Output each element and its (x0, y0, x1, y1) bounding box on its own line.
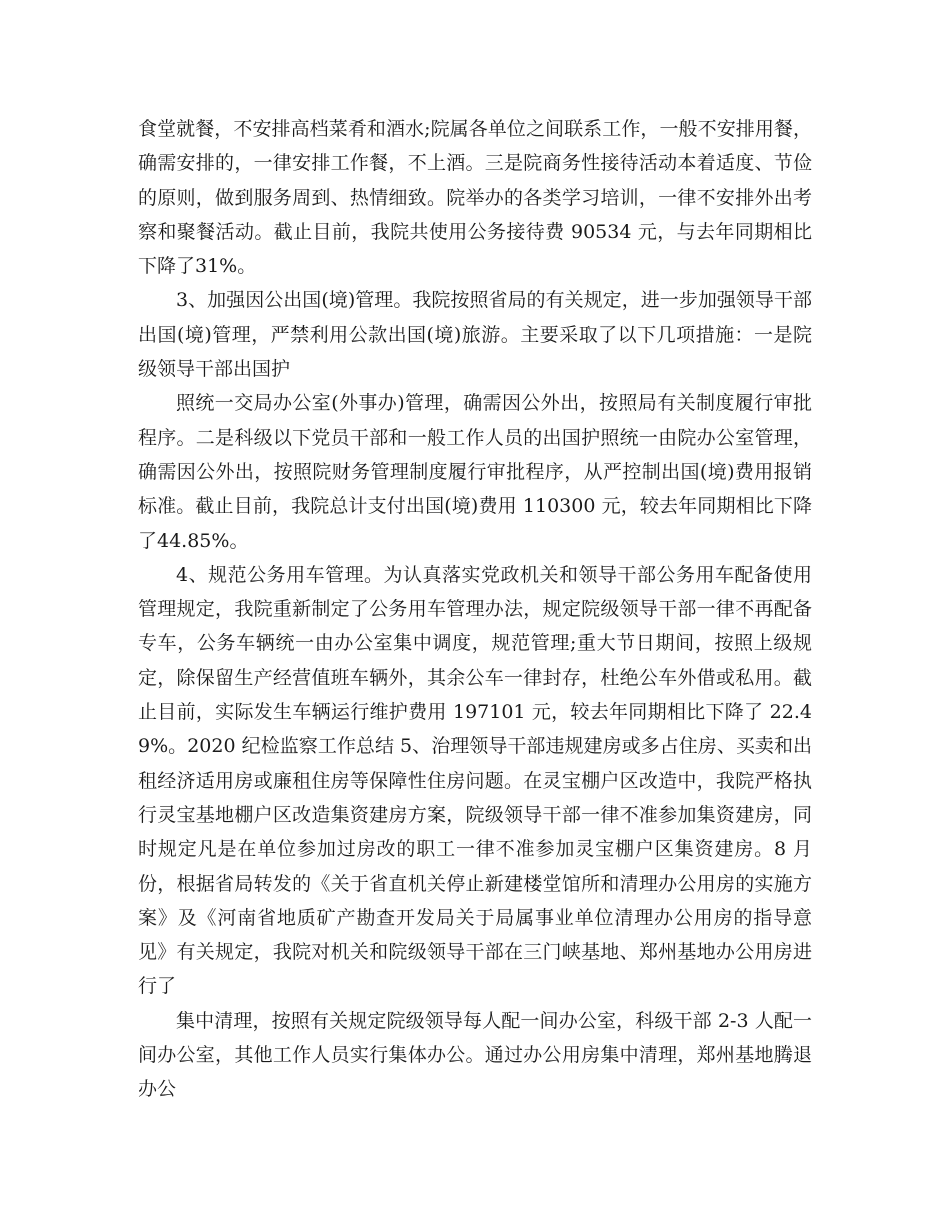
paragraph-reception-expenses: 食堂就餐，不安排高档菜肴和酒水;院属各单位之间联系工作，一般不安排用餐，确需安排的，一律安排工作餐，不上酒。三是院商务性接待活动本着适度、节俭的原则，做到服务周到、热情细致。院举办的各类学习培训，一律不安排外出考察和聚餐活动。截止目前，我院共使用公务接待费 90534 元，与去年同期相比下降了31%。 (138, 118, 812, 278)
paragraph-office-cleanup: 集中清理，按照有关规定院级领导每人配一间办公室，科级干部 2-3 人配一间办公室，其他工作人员实行集体办公。通过办公用房集中清理，郑州基地腾退办公 (138, 1009, 812, 1101)
paragraph-passport-management: 照统一交局办公室(外事办)管理，确需因公外出，按照局有关制度履行审批程序。二是科级以下党员干部和一般工作人员的出国护照统一由院办公室管理，确需因公外出，按照院财务管理制度履行审批程序，从严控制出国(境)费用报销标准。截止目前，我院总计支付出国(境)费用 110300 元，较去年同期相比下降了44.85%。 (138, 392, 812, 552)
paragraph-overseas-travel-intro: 3、加强因公出国(境)管理。我院按照省局的有关规定，进一步加强领导干部出国(境)管理，严禁利用公款出国(境)旅游。主要采取了以下几项措施：一是院级领导干部出国护 (138, 289, 812, 381)
paragraph-official-vehicles: 4、规范公务用车管理。为认真落实党政机关和领导干部公务用车配备使用管理规定，我院重新制定了公务用车管理办法，规定院级领导干部一律不再配备专车，公务车辆统一由办公室集中调度，规范管理;重大节日期间，按照上级规定，除保留生产经营值班车辆外，其余公车一律封存，杜绝公车外借或私用。截止目前，实际发生车辆运行维护费用 197101 元，较去年同期相比下降了 22.49%。2020 纪检监察工作总结 5、治理领导干部违规建房或多占住房、买卖和出租经济适用房或廉租住房等保障性住房问题。在灵宝棚户区改造中，我院严格执行灵宝基地棚户区改造集资建房方案，院级领导干部一律不准参加集资建房，同时规定凡是在单位参加过房改的职工一律不准参加灵宝棚户区集资建房。8 月份，根据省局转发的《关于省直机关停止新建楼堂馆所和清理办公用房的实施方案》及《河南省地质矿产勘查开发局关于局属事业单位清理办公用房的指导意见》有关规定，我院对机关和院级领导干部在三门峡基地、郑州基地办公用房进行了 (138, 563, 812, 998)
document-body (138, 112, 812, 1107)
